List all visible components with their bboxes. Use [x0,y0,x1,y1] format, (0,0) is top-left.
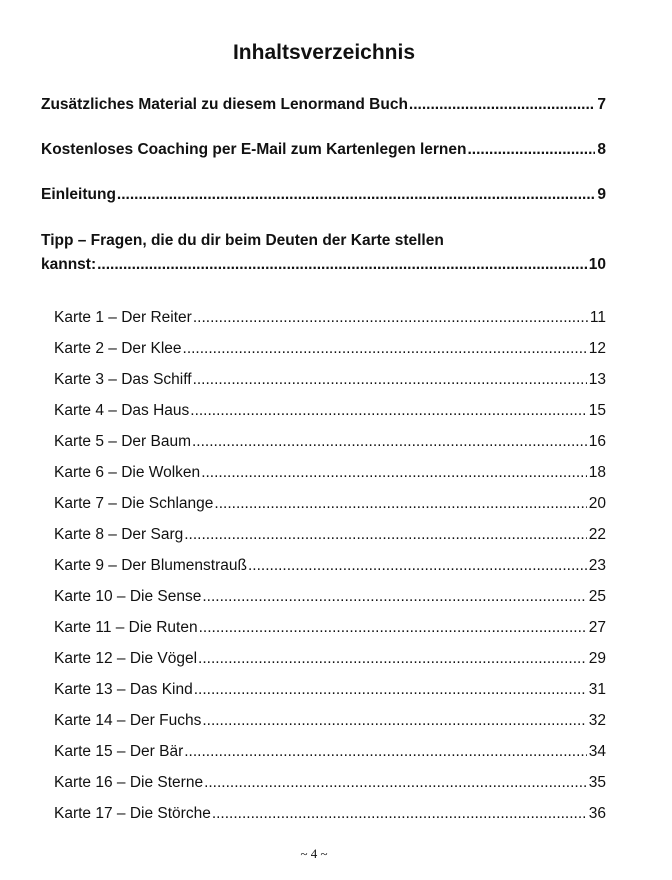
toc-entry-label: Karte 14 – Der Fuchs [54,712,202,729]
toc-sub-entry[interactable] [54,488,606,519]
toc-sub-entry[interactable] [54,550,606,581]
toc-entry-page-number: 36 [588,805,606,822]
toc-entry-label: Einleitung [41,186,116,203]
dot-leader [212,798,587,829]
toc-entry-label: Karte 11 – Die Ruten [54,619,198,636]
toc-entry-label-line2: kannst: [41,256,97,273]
dot-leader [193,364,587,395]
toc-sub-entry[interactable] [54,705,606,736]
dot-leader [184,519,587,550]
toc-entry-page-number: 31 [588,681,606,698]
toc-entry-label-line1: Tipp – Fragen, die du dir beim Deuten der Karte stellen [41,232,444,249]
toc-entry-label: Karte 5 – Der Baum [54,433,191,450]
toc-entry-page-number: 9 [597,186,606,203]
toc-sub-entry[interactable] [54,643,606,674]
toc-sub-section [54,302,606,829]
dot-leader [194,674,587,705]
toc-entry-page-number: 34 [588,743,606,760]
toc-entry-tipp[interactable] [41,229,606,277]
toc-main-section [41,94,606,277]
toc-entry-label: Karte 4 – Das Haus [54,402,190,419]
dot-leader [248,550,587,581]
toc-entry-label: Karte 12 – Die Vögel [54,650,198,667]
toc-entry-label: Karte 13 – Das Kind [54,681,193,698]
toc-entry-page-number: 32 [588,712,606,729]
toc-entry-label: Karte 9 – Der Blumenstrauß [54,557,247,574]
toc-sub-entry[interactable] [54,395,606,426]
toc-entry-label: Karte 7 – Die Schlange [54,495,214,512]
toc-sub-entry[interactable] [54,767,606,798]
toc-entry-page-number: 29 [588,650,606,667]
dot-leader [202,705,586,736]
toc-entry-label: Karte 6 – Die Wolken [54,464,201,481]
toc-entry-page-number: 18 [588,464,606,481]
dot-leader [204,767,587,798]
dot-leader [409,94,595,116]
toc-entry-label: Karte 17 – Die Störche [54,805,211,822]
toc-entry-label: Zusätzliches Material zu diesem Lenormand Buch [41,96,408,113]
toc-sub-entry[interactable] [54,581,606,612]
dot-leader [184,736,587,767]
toc-entry-label: Karte 1 – Der Reiter [54,309,192,326]
dot-leader [190,395,586,426]
dot-leader [198,643,587,674]
toc-entry-page-number: 10 [588,256,606,273]
toc-sub-entry[interactable] [54,333,606,364]
toc-entry-page-number: 13 [588,371,606,388]
toc-entry-page-number: 23 [588,557,606,574]
dot-leader [201,457,587,488]
dot-leader [199,612,587,643]
toc-entry-page-number: 15 [588,402,606,419]
toc-entry-label: Karte 8 – Der Sarg [54,526,184,543]
page-footer-number: ~ 4 ~ [300,846,328,861]
toc-sub-entry[interactable] [54,364,606,395]
dot-leader [117,184,595,206]
toc-entry-page-number: 27 [588,619,606,636]
toc-entry-label: Kostenloses Coaching per E-Mail zum Kartenlegen lernen [41,141,467,158]
toc-entry-label: Karte 16 – Die Sterne [54,774,204,791]
dot-leader [183,333,587,364]
toc-entry-einleitung[interactable] [41,184,606,206]
dot-leader [97,253,587,277]
dot-leader [467,139,595,161]
toc-entry-label: Karte 2 – Der Klee [54,340,182,357]
page-title: Inhaltsverzeichnis [232,41,416,64]
toc-entry-page-number: 22 [588,526,606,543]
dot-leader [192,426,587,457]
toc-sub-entry[interactable] [54,674,606,705]
toc-entry-zusaetzliches-material[interactable] [41,94,606,116]
toc-entry-page-number: 35 [588,774,606,791]
toc-entry-page-number: 12 [588,340,606,357]
dot-leader [193,302,588,333]
toc-entry-page-number: 16 [588,433,606,450]
toc-sub-entry[interactable] [54,457,606,488]
toc-sub-entry[interactable] [54,519,606,550]
dot-leader [214,488,586,519]
toc-entry-label: Karte 10 – Die Sense [54,588,202,605]
toc-sub-entry[interactable] [54,426,606,457]
toc-entry-label: Karte 3 – Das Schiff [54,371,192,388]
toc-entry-label: Karte 15 – Der Bär [54,743,184,760]
toc-entry-kostenloses-coaching[interactable] [41,139,606,161]
toc-sub-entry[interactable] [54,612,606,643]
toc-sub-entry[interactable] [54,302,606,333]
toc-entry-page-number: 11 [589,309,606,326]
toc-entry-page-number: 20 [588,495,606,512]
toc-entry-page-number: 25 [588,588,606,605]
toc-entry-page-number: 7 [597,96,606,113]
toc-sub-entry[interactable] [54,798,606,829]
toc-sub-entry[interactable] [54,736,606,767]
toc-entry-page-number: 8 [597,141,606,158]
dot-leader [202,581,586,612]
